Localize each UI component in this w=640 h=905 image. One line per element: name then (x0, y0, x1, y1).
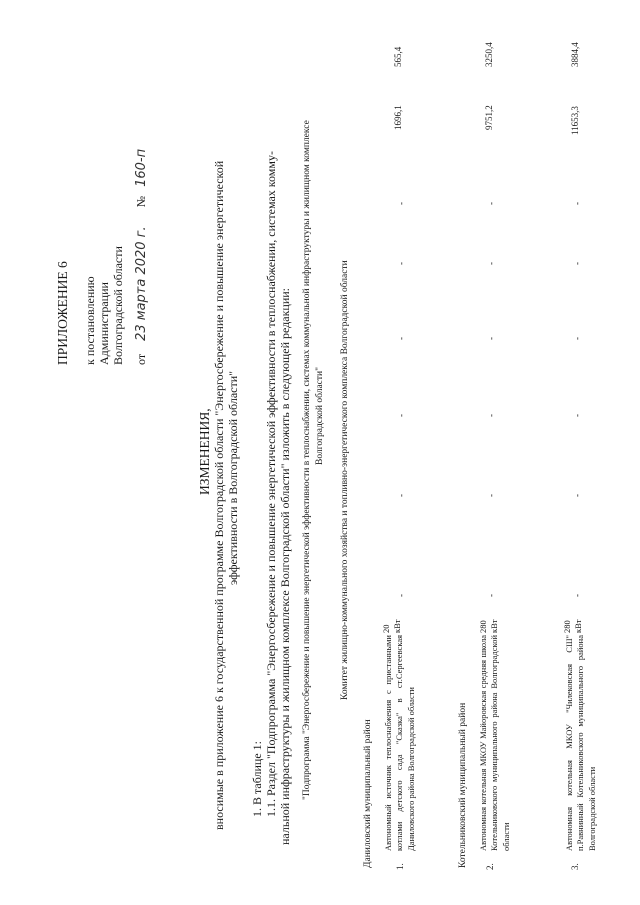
row-2-dash: - (486, 337, 496, 340)
section-header-2: Волгоградской области" (315, 366, 325, 465)
appendix-title: ПРИЛОЖЕНИЕ 6 (55, 261, 70, 365)
heading-subtitle1: вносимые в приложение 6 к государственной программе Волгоградской области "Энергосбережение и повышение энергетической (212, 160, 226, 830)
row-2-dash: - (486, 594, 496, 597)
row-2-power: 280 кВт (478, 619, 500, 633)
row-2-name: Автономная котельная МКОУ Майоровская средняя школа Котельниковского муниципального района Волгоградской области (478, 635, 511, 851)
appendix-line3: Волгоградской области (111, 246, 125, 365)
appendix-line1: к постановлению (83, 276, 97, 365)
row-3-value1: 11653,3 (570, 106, 580, 135)
row-2-value1: 9751,2 (484, 105, 494, 130)
row-3-number: 3. (570, 863, 580, 870)
row-1-value1: 1696,1 (393, 105, 403, 130)
row-3-dash: - (572, 262, 582, 265)
row-3-name: Автономная котельная МКОУ "Чилековская СШ" п.Равнинный Котельниковского муниципального района Волгоградской области (564, 635, 597, 851)
row-1-dash: - (396, 414, 406, 417)
row-2-dash: - (486, 414, 496, 417)
number-prefix: № (134, 195, 148, 208)
row-1-dash: - (396, 337, 406, 340)
date-prefix: от (134, 353, 148, 365)
row-1-number: 1. (395, 863, 405, 870)
row-3-power: 280 кВт (562, 619, 584, 633)
row-3-dash: - (572, 202, 582, 205)
row-2-dash: - (486, 494, 496, 497)
district-daniloivsky: Даниловский муниципальный район (363, 719, 373, 868)
appendix-line2: Администрации (97, 282, 111, 365)
section-header-1: "Подпрограмма "Энергосбережение и повышение энергетической эффективности в теплоснабжении, системах коммунальной инфраструктуры и жилищном комплексе (302, 120, 312, 800)
row-3-dash: - (572, 337, 582, 340)
item-1-1a: 1.1. Раздел "Подпрограмма "Энергосбережение и повышение энергетической эффективности в теплоснабжении, системах комму- (264, 151, 278, 817)
row-2-value2: 3250,4 (484, 42, 494, 67)
number-value: 160-п (134, 148, 149, 187)
appendix-date-line (134, 149, 149, 365)
row-3-dash: - (572, 414, 582, 417)
row-1-dash: - (396, 202, 406, 205)
row-3-value2: 3884,4 (570, 42, 580, 67)
page-title: ИЗМЕНЕНИЯ, (197, 408, 212, 495)
row-1-name: Автономный источник теплоснабжения с пристанными котлами детского сада "Сказка" в ст.Сергеевская Даниловского района Волгоградской области (383, 635, 416, 851)
row-1-dash: - (396, 494, 406, 497)
row-1-value2: 565,4 (393, 46, 403, 67)
item-1-1b: нальной инфраструктуры и жилищном комплексе Волгоградской области" изложить в следующей редакции: (278, 287, 292, 845)
heading-subtitle2: эффективности в Волгоградской области" (226, 370, 240, 585)
row-2-dash: - (486, 262, 496, 265)
row-1-dash: - (396, 262, 406, 265)
date-value: 23 марта 2020 г. (134, 226, 149, 341)
item-1: 1. В таблице 1: (250, 740, 264, 817)
district-kotelnikovsky: Котельниковский муниципальный район (458, 702, 468, 868)
row-3-dash: - (572, 594, 582, 597)
row-1-dash: - (396, 594, 406, 597)
committee-header: Комитет жилищно-коммунального хозяйства и топливно-энергетического комплекса Волгоградской области (340, 260, 350, 700)
row-2-dash: - (486, 202, 496, 205)
row-2-number: 2. (485, 863, 495, 870)
row-3-dash: - (572, 494, 582, 497)
row-1-power: 20 кВт (381, 619, 403, 633)
